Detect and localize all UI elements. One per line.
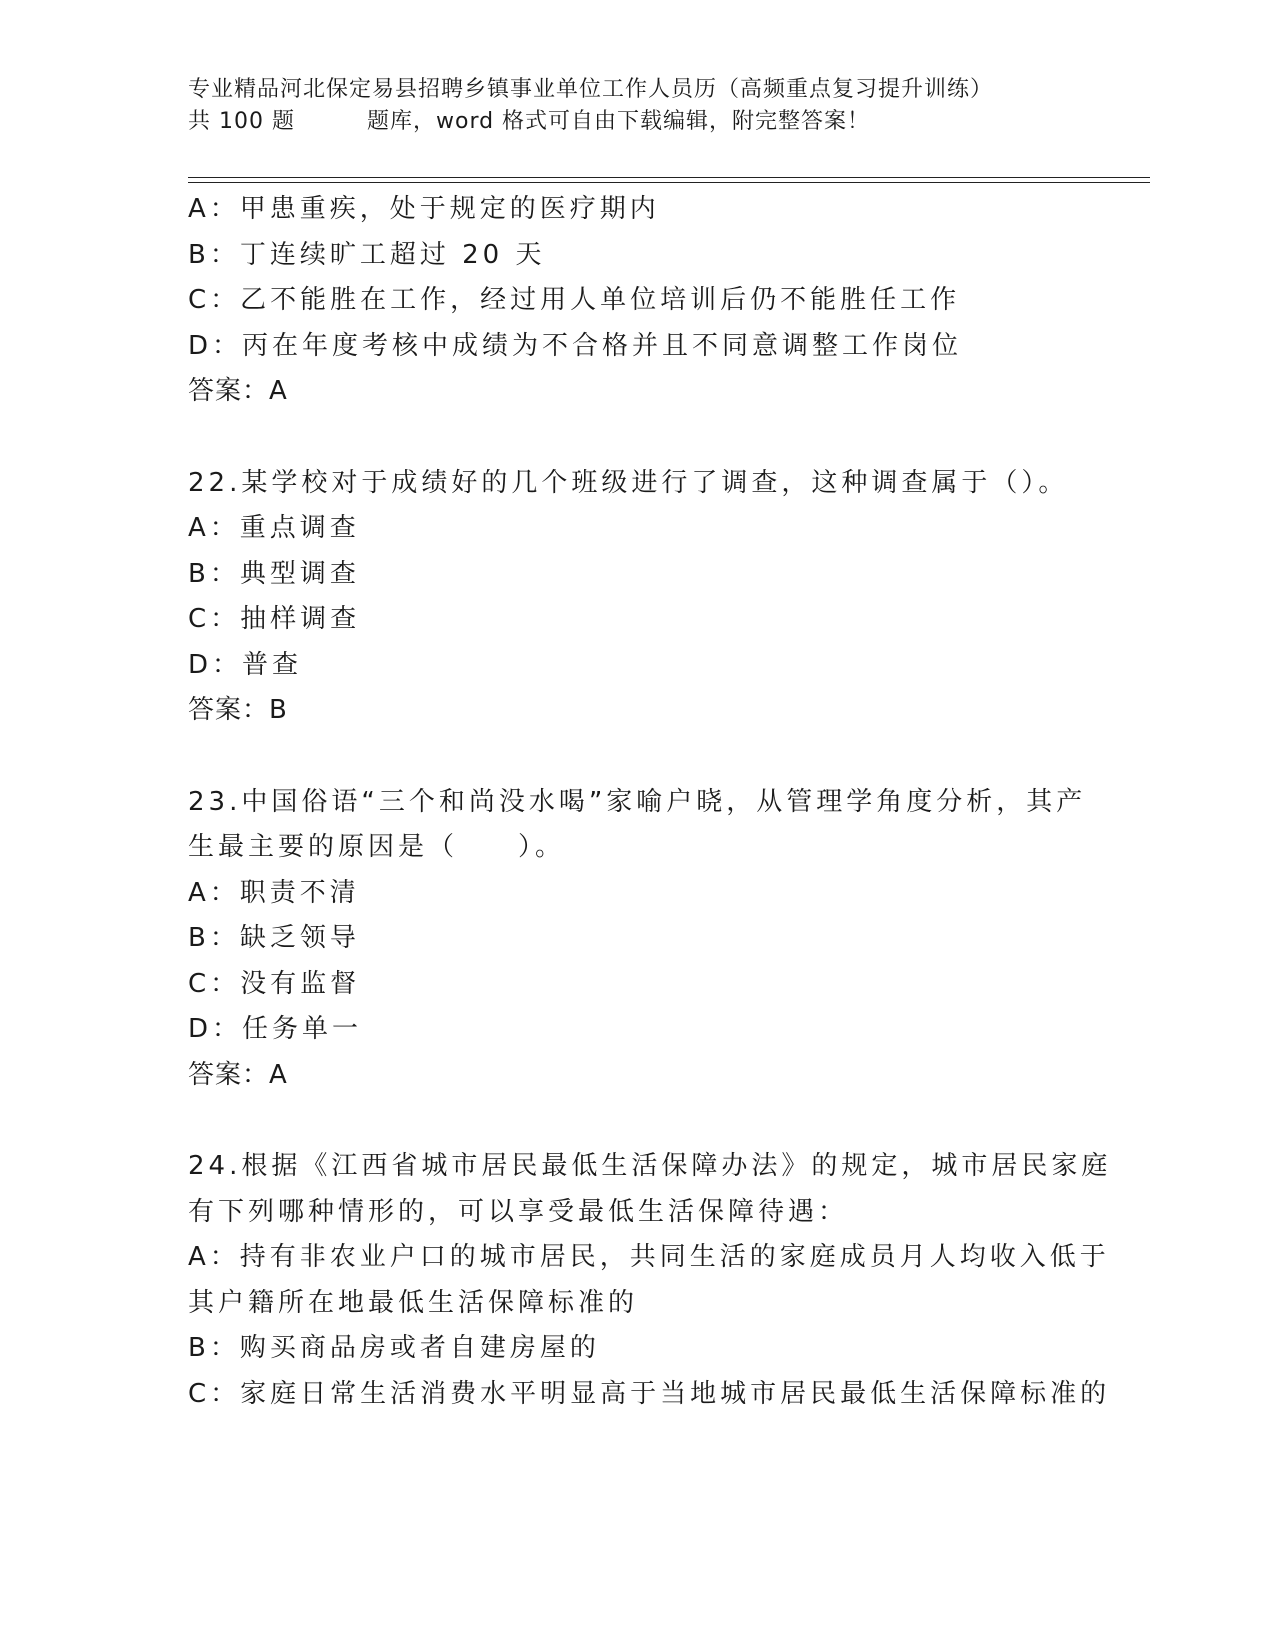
q21-option-a: A：甲患重疾，处于规定的医疗期内 (188, 194, 660, 224)
q24-stem-line2: 有下列哪种情形的，可以享受最低生活保障待遇： (188, 1196, 849, 1227)
question-21 (188, 187, 1088, 415)
q23-option-d: D：任务单一 (188, 1014, 363, 1044)
q24-option-a-line1: A：持有非农业户口的城市居民，共同生活的家庭成员月人均收入低于 (188, 1242, 1110, 1272)
q23-option-c: C：没有监督 (188, 968, 361, 999)
header-divider-top (188, 177, 1150, 178)
q21-option-d: D：丙在年度考核中成绩为不合格并且不同意调整工作岗位 (188, 330, 963, 361)
q23-stem-line1: 23.中国俗语“三个和尚没水喝”家喻户晓，从管理学角度分析，其产 (188, 786, 1087, 817)
q21-option-c: C：乙不能胜在工作，经过用人单位培训后仍不能胜任工作 (188, 285, 961, 315)
header-divider-bottom (188, 182, 1150, 183)
question-gap (188, 415, 1088, 461)
q23-option-a: A：职责不清 (188, 877, 360, 908)
header-description: 题库，word 格式可自由下载编辑，附完整答案！ (366, 109, 871, 134)
header-question-count: 共 100 题 (188, 109, 295, 134)
q22-option-a: A：重点调查 (188, 513, 360, 543)
question-gap (188, 734, 1088, 780)
q22-option-d: D：普查 (188, 649, 303, 680)
question-list (188, 187, 1112, 1417)
question-24 (188, 1144, 1112, 1417)
document-header (188, 74, 1148, 138)
q24-option-c: C：家庭日常生活消费水平明显高于当地城市居民最低生活保障标准的 (188, 1378, 1111, 1409)
question-22 (188, 461, 1088, 734)
q23-option-b: B：缺乏领导 (188, 923, 360, 953)
q24-option-b: B：购买商品房或者自建房屋的 (188, 1333, 600, 1363)
question-23 (188, 780, 1088, 1099)
q21-option-b: B：丁连续旷工超过 20 天 (188, 239, 546, 270)
q24-option-a-line2: 其户籍所在地最低生活保障标准的 (188, 1287, 639, 1318)
q22-stem: 22.某学校对于成绩好的几个班级进行了调查，这种调查属于（）。 (188, 467, 1069, 498)
header-title: 专业精品河北保定易县招聘乡镇事业单位工作人员历（高频重点复习提升训练） (188, 77, 994, 102)
q22-option-c: C：抽样调查 (188, 604, 361, 634)
q23-stem-line2: 生最主要的原因是（ ）。 (188, 832, 566, 862)
q24-stem-line1: 24.根据《江西省城市居民最低生活保障办法》的规定，城市居民家庭 (188, 1151, 1112, 1181)
q21-answer: 答案：A (188, 376, 288, 406)
question-gap (188, 1098, 1088, 1144)
q22-answer: 答案：B (188, 695, 288, 725)
q23-answer: 答案：A (188, 1059, 288, 1090)
q22-option-b: B：典型调查 (188, 558, 360, 589)
header-subtitle (188, 106, 1148, 138)
